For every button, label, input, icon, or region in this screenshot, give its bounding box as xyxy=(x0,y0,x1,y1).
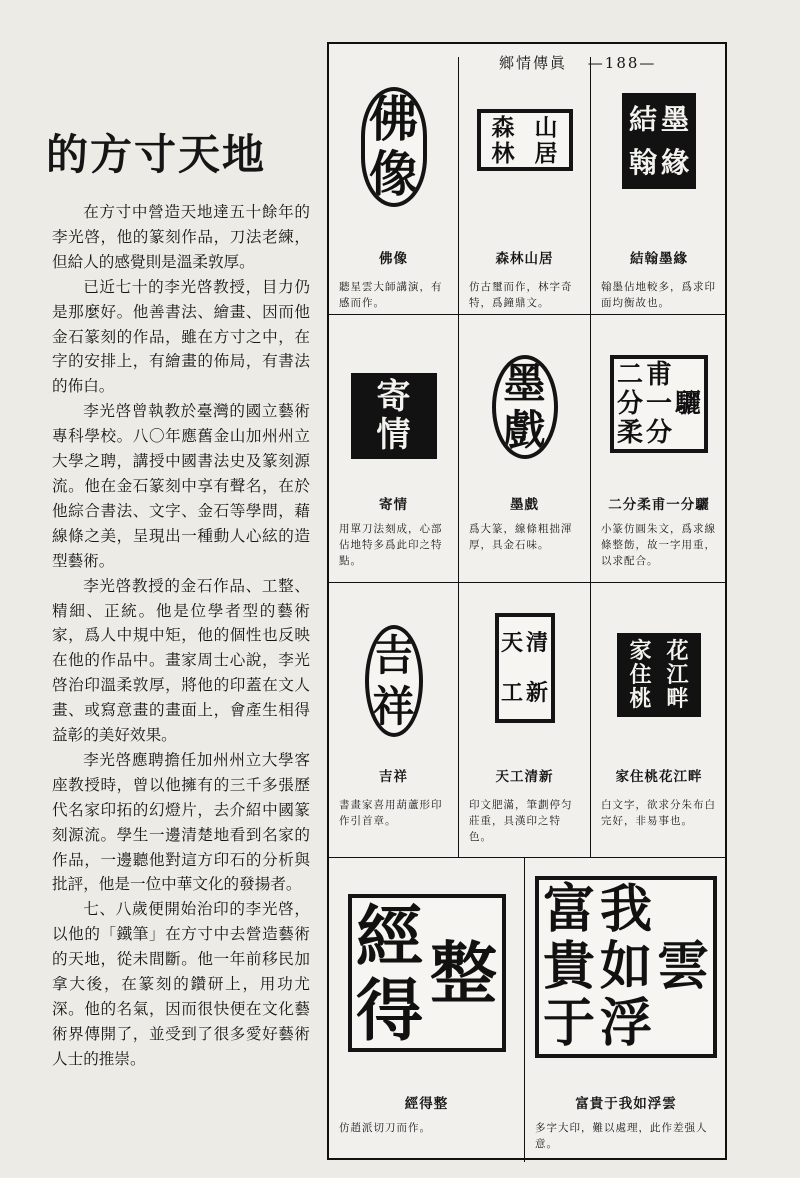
seal-impression xyxy=(492,355,558,459)
seal-glyph: 情 xyxy=(376,415,411,455)
seal-impression xyxy=(495,613,555,723)
seal-glyph: 一 xyxy=(645,389,672,419)
seal-cell xyxy=(459,583,591,858)
seal-glyph: 祥 xyxy=(372,681,415,731)
seal-cell xyxy=(459,57,591,315)
publication-title: 鄉情傳眞 xyxy=(499,54,568,72)
seal-description: 爲大篆，線條粗拙渾厚，具金石味。 xyxy=(469,523,573,551)
seal-description: 多字大印，難以處理，此作差强人意。 xyxy=(535,1122,708,1150)
seal-glyph: 整 xyxy=(430,933,497,1013)
article-paragraph: 已近七十的李光啓教授，目力仍是那麼好。他善書法、繪畫、因而他金石篆刻的作品，雖在方寸之中，在字的安排上，有繪畫的佈局，有書法的佈白。 xyxy=(52,277,310,396)
seal-name: 家住桃花江畔 xyxy=(615,769,703,785)
article-paragraph: 在方寸中營造天地達五十餘年的李光啓，他的篆刻作品，刀法老練，但給人的感覺則是溫柔敦厚。 xyxy=(52,203,310,271)
seal-impression xyxy=(365,625,423,737)
article-paragraph: 李光啓教授的金石作品、工整、精細、正統。他是位學者型的藝術家，爲人中規中矩，他的個性也反映在他的作品中。畫家周士心說，李光啓治印溫柔敦厚，將他的印蓋在文人畫、或寫意畫的畫面上，會產生相得益彰的美好效果。 xyxy=(52,576,310,745)
seal-glyph: 居 xyxy=(534,139,558,167)
seal-impression xyxy=(361,87,427,207)
seal-cell xyxy=(591,583,727,858)
page-number: —188— xyxy=(587,54,657,72)
seal-glyph: 寄 xyxy=(376,377,411,417)
seal-glyph: 吉 xyxy=(372,630,415,680)
seal-glyph: 佛 xyxy=(368,90,418,148)
seal-glyph: 分 xyxy=(616,389,643,419)
seal-glyph: 林 xyxy=(491,139,515,167)
seal-description: 翰墨佔地較多，爲求印面均衡故也。 xyxy=(601,281,716,309)
seal-impression xyxy=(535,876,717,1058)
article-paragraph: 李光啓曾執教於臺灣的國立藝術專科學校。八〇年應舊金山加州州立大學之聘，講授中國書法史及篆刻源流。他在金石篆刻中享有聲名，在於他綜合書法、文字、金石等學問，藉線條之美，呈現出一種動人心絃的造型藝術。 xyxy=(52,402,310,570)
seal-name: 吉祥 xyxy=(379,769,408,785)
seal-cell xyxy=(591,57,727,315)
seal-name: 寄情 xyxy=(379,497,408,513)
seal-impression xyxy=(610,355,708,453)
article-title: 的方寸天地 xyxy=(46,130,267,179)
seal-glyph: 家 xyxy=(629,638,652,664)
seal-name: 天工清新 xyxy=(495,769,554,785)
seal-impression xyxy=(617,633,701,717)
seal-description: 用單刀法刻成，心部佔地特多爲此印之特點。 xyxy=(339,523,443,567)
seal-glyph: 于 xyxy=(542,993,595,1054)
seal-glyph: 翰 xyxy=(628,145,657,179)
seal-glyph: 住 xyxy=(629,662,652,688)
seal-description: 印文肥滿，筆劃停匀莊重，具漢印之特色。 xyxy=(469,799,573,843)
seal-name: 佛像 xyxy=(379,251,408,267)
seal-cell xyxy=(329,315,459,583)
seal-description: 仿古璽而作，林字奇特，爲鐘鼎文。 xyxy=(469,281,573,309)
article-body xyxy=(52,200,310,1072)
seal-cell xyxy=(329,57,459,315)
seal-glyph: 花 xyxy=(666,638,689,664)
seal-glyph: 如 xyxy=(599,936,652,997)
seal-glyph: 富 xyxy=(542,879,595,940)
seal-glyph: 二 xyxy=(616,360,643,390)
seal-glyph: 戲 xyxy=(503,405,546,455)
seal-description: 仿趙派切刀而作。 xyxy=(339,1122,431,1134)
article-paragraph: 李光啓應聘擔任加州州立大學客座教授時，曾以他擁有的三千多張歷代名家印拓的幻燈片，去介紹中國篆刻源流。學生一邊清楚地看到名家的作品，一邊聽他對這方印石的分析與批評，他是一位中華文化的發揚者。 xyxy=(52,750,310,894)
seal-glyph: 驪 xyxy=(674,389,701,419)
seal-name: 森林山居 xyxy=(495,251,554,267)
seal-glyph: 墨 xyxy=(660,102,689,136)
seal-glyph: 森 xyxy=(491,113,515,141)
seal-glyph: 甫 xyxy=(645,360,672,390)
seal-glyph: 浮 xyxy=(599,993,652,1054)
seal-glyph: 江 xyxy=(666,662,689,688)
seal-cell xyxy=(525,858,727,1162)
seal-glyph: 分 xyxy=(645,418,672,448)
seal-glyph: 畔 xyxy=(666,686,689,712)
seal-glyph: 山 xyxy=(534,113,558,141)
seal-description: 小篆仿圓朱文，爲求線條整飭，故一字用重，以求配合。 xyxy=(601,523,716,567)
seal-glyph: 貴 xyxy=(542,936,595,997)
seal-glyph: 緣 xyxy=(660,145,689,179)
seal-glyph: 天 xyxy=(500,630,523,656)
seal-description: 白文字，欲求分朱布白完好，非易事也。 xyxy=(601,799,716,827)
seal-glyph: 結 xyxy=(628,102,657,136)
article-paragraph: 七、八歲便開始治印的李光啓，以他的「鐵筆」在方寸中去營造藝術的天地，從未間斷。他一年前移民加拿大後，在篆刻的鑽研上，用功尤深。他的名氣，因而很快便在文化藝術界傳開了，並受到了很多愛好藝術人士的推崇。 xyxy=(52,900,310,1068)
seal-glyph: 雲 xyxy=(656,936,709,997)
seal-cell xyxy=(329,583,459,858)
seal-description: 聽星雲大師講演，有感而作。 xyxy=(339,281,443,309)
seal-name: 墨戲 xyxy=(510,497,539,513)
seal-name: 富貴于我如浮雲 xyxy=(575,1096,677,1112)
seal-glyph: 清 xyxy=(525,630,548,656)
seal-name: 二分柔甫一分驪 xyxy=(608,497,710,513)
seal-cell xyxy=(591,315,727,583)
seal-glyph: 得 xyxy=(356,970,423,1050)
seal-description: 書畫家喜用葫蘆形印作引首章。 xyxy=(339,799,443,827)
seal-cell xyxy=(329,858,525,1162)
seal-glyph: 墨 xyxy=(503,358,546,408)
seal-impression xyxy=(348,894,506,1052)
seal-cell xyxy=(459,315,591,583)
seal-gallery-panel xyxy=(327,42,727,1160)
seal-glyph: 我 xyxy=(599,879,652,940)
seal-impression xyxy=(622,93,696,189)
seal-glyph: 工 xyxy=(500,680,523,706)
seal-impression xyxy=(351,373,437,459)
seal-glyph: 柔 xyxy=(616,418,643,448)
seal-name: 結翰墨緣 xyxy=(630,251,688,267)
seal-glyph: 新 xyxy=(525,680,548,706)
seal-impression xyxy=(477,109,573,171)
seal-glyph: 像 xyxy=(368,145,418,203)
seal-glyph: 桃 xyxy=(629,686,652,712)
seal-name: 經得整 xyxy=(404,1096,449,1112)
seal-glyph: 經 xyxy=(356,896,423,976)
